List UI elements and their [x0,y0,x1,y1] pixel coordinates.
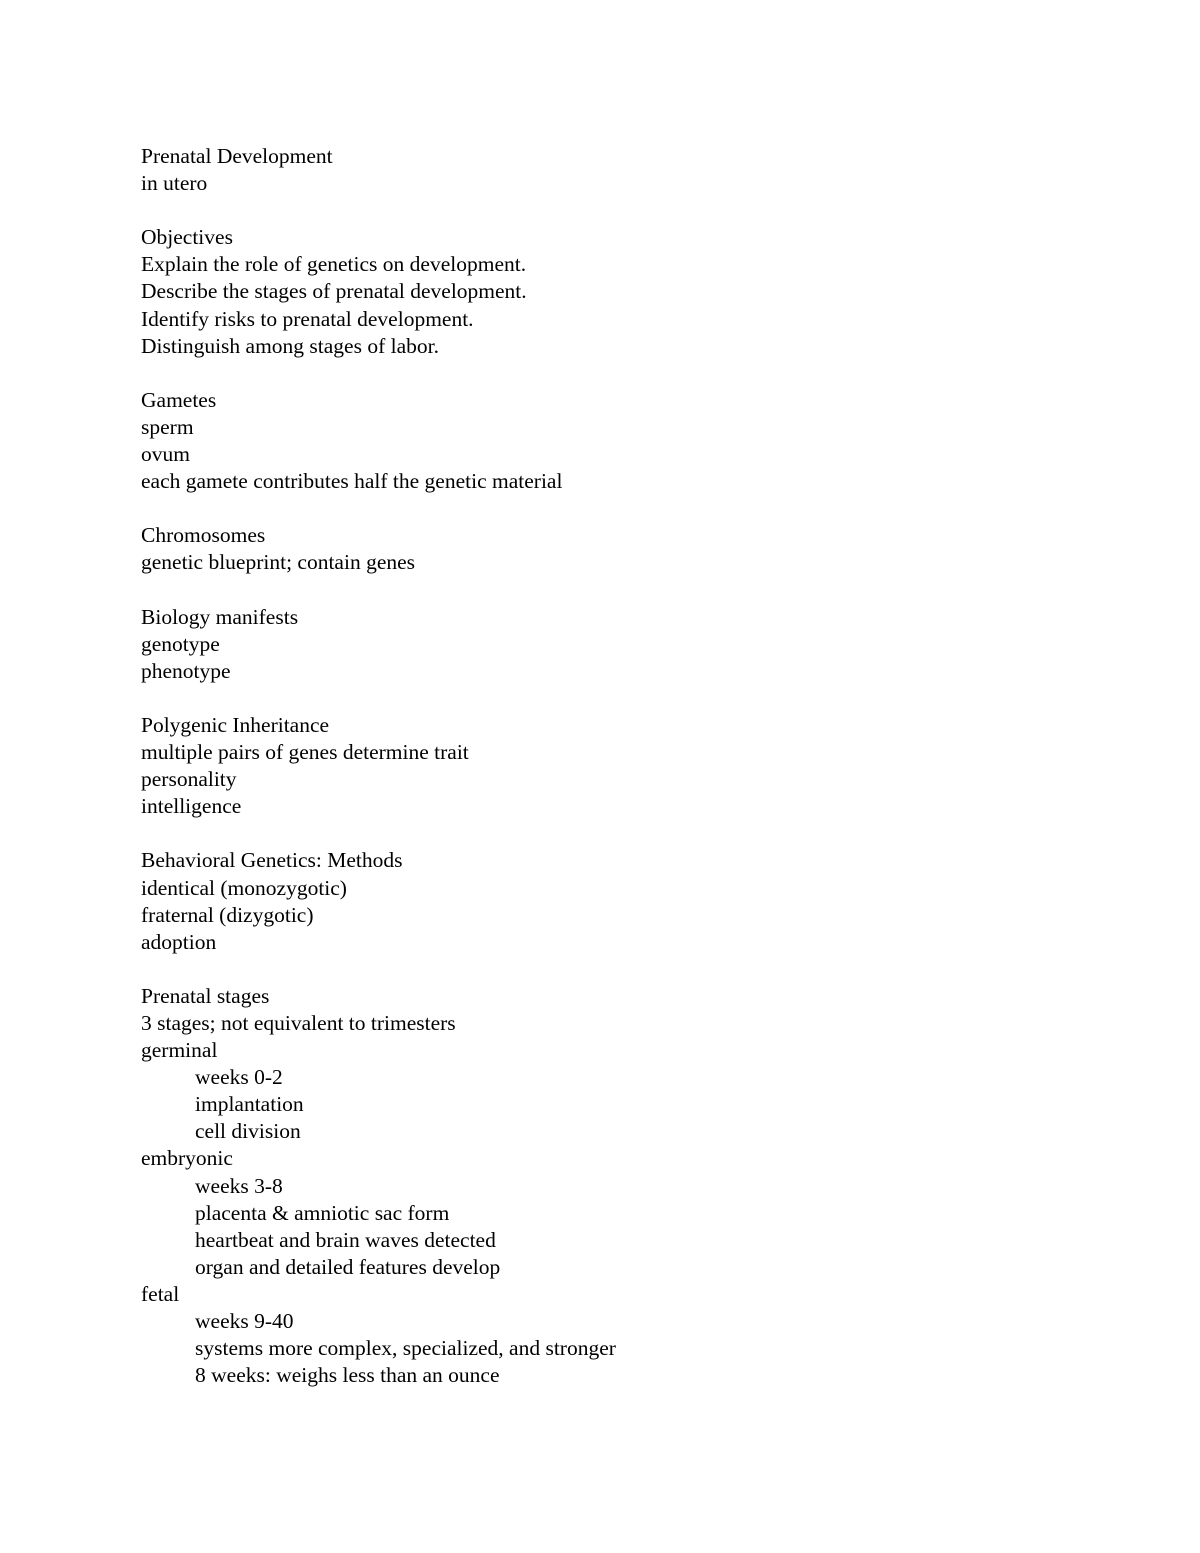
biology-item: phenotype [141,658,231,683]
document-subtitle: in utero [141,171,208,196]
germinal-label: germinal [141,1038,218,1063]
biology-item: genotype [141,631,220,656]
polygenic-heading: Polygenic Inheritance [141,712,330,737]
objective-item: Distinguish among stages of labor. [141,333,439,358]
germinal-item: weeks 0-2 [195,1065,283,1090]
blank-line [141,360,1121,387]
embryonic-item: placenta & amniotic sac form [195,1200,450,1225]
polygenic-item: multiple pairs of genes determine trait [141,740,469,765]
fetal-label: fetal [141,1281,180,1306]
document-title: Prenatal Development [141,144,333,168]
prenatal-stages-intro: 3 stages; not equivalent to trimesters [141,1011,456,1035]
document-body [141,143,1121,1389]
polygenic-item: intelligence [141,794,242,819]
objective-item: Identify risks to prenatal development. [141,306,474,331]
objective-item: Explain the role of genetics on development. [141,252,527,277]
prenatal-stages-heading: Prenatal stages [141,983,270,1008]
embryonic-label: embryonic [141,1146,233,1171]
germinal-item: implantation [195,1092,304,1117]
gametes-heading: Gametes [141,387,217,412]
behavioral-item: adoption [141,929,217,954]
blank-line [141,685,1121,712]
fetal-item: weeks 9-40 [195,1309,294,1334]
gametes-item: sperm [141,414,194,439]
embryonic-item: organ and detailed features develop [195,1254,501,1279]
behavioral-heading: Behavioral Genetics: Methods [141,848,403,873]
objective-item: Describe the stages of prenatal development. [141,279,527,304]
behavioral-item: identical (monozygotic) [141,875,347,900]
blank-line [141,577,1121,604]
objectives-heading: Objectives [141,225,233,250]
blank-line [141,956,1121,983]
embryonic-item: heartbeat and brain waves detected [195,1227,496,1252]
chromosomes-item: genetic blueprint; contain genes [141,550,416,575]
blank-line [141,197,1121,224]
blank-line [141,820,1121,847]
biology-heading: Biology manifests [141,604,299,629]
gametes-item: ovum [141,442,190,467]
blank-line [141,495,1121,522]
polygenic-item: personality [141,767,237,792]
chromosomes-heading: Chromosomes [141,523,266,548]
behavioral-item: fraternal (dizygotic) [141,902,314,927]
germinal-item: cell division [195,1119,301,1144]
embryonic-item: weeks 3-8 [195,1173,283,1198]
fetal-item: 8 weeks: weighs less than an ounce [195,1363,500,1388]
gametes-item: each gamete contributes half the genetic material [141,469,563,494]
fetal-item: systems more complex, specialized, and stronger [195,1336,616,1361]
